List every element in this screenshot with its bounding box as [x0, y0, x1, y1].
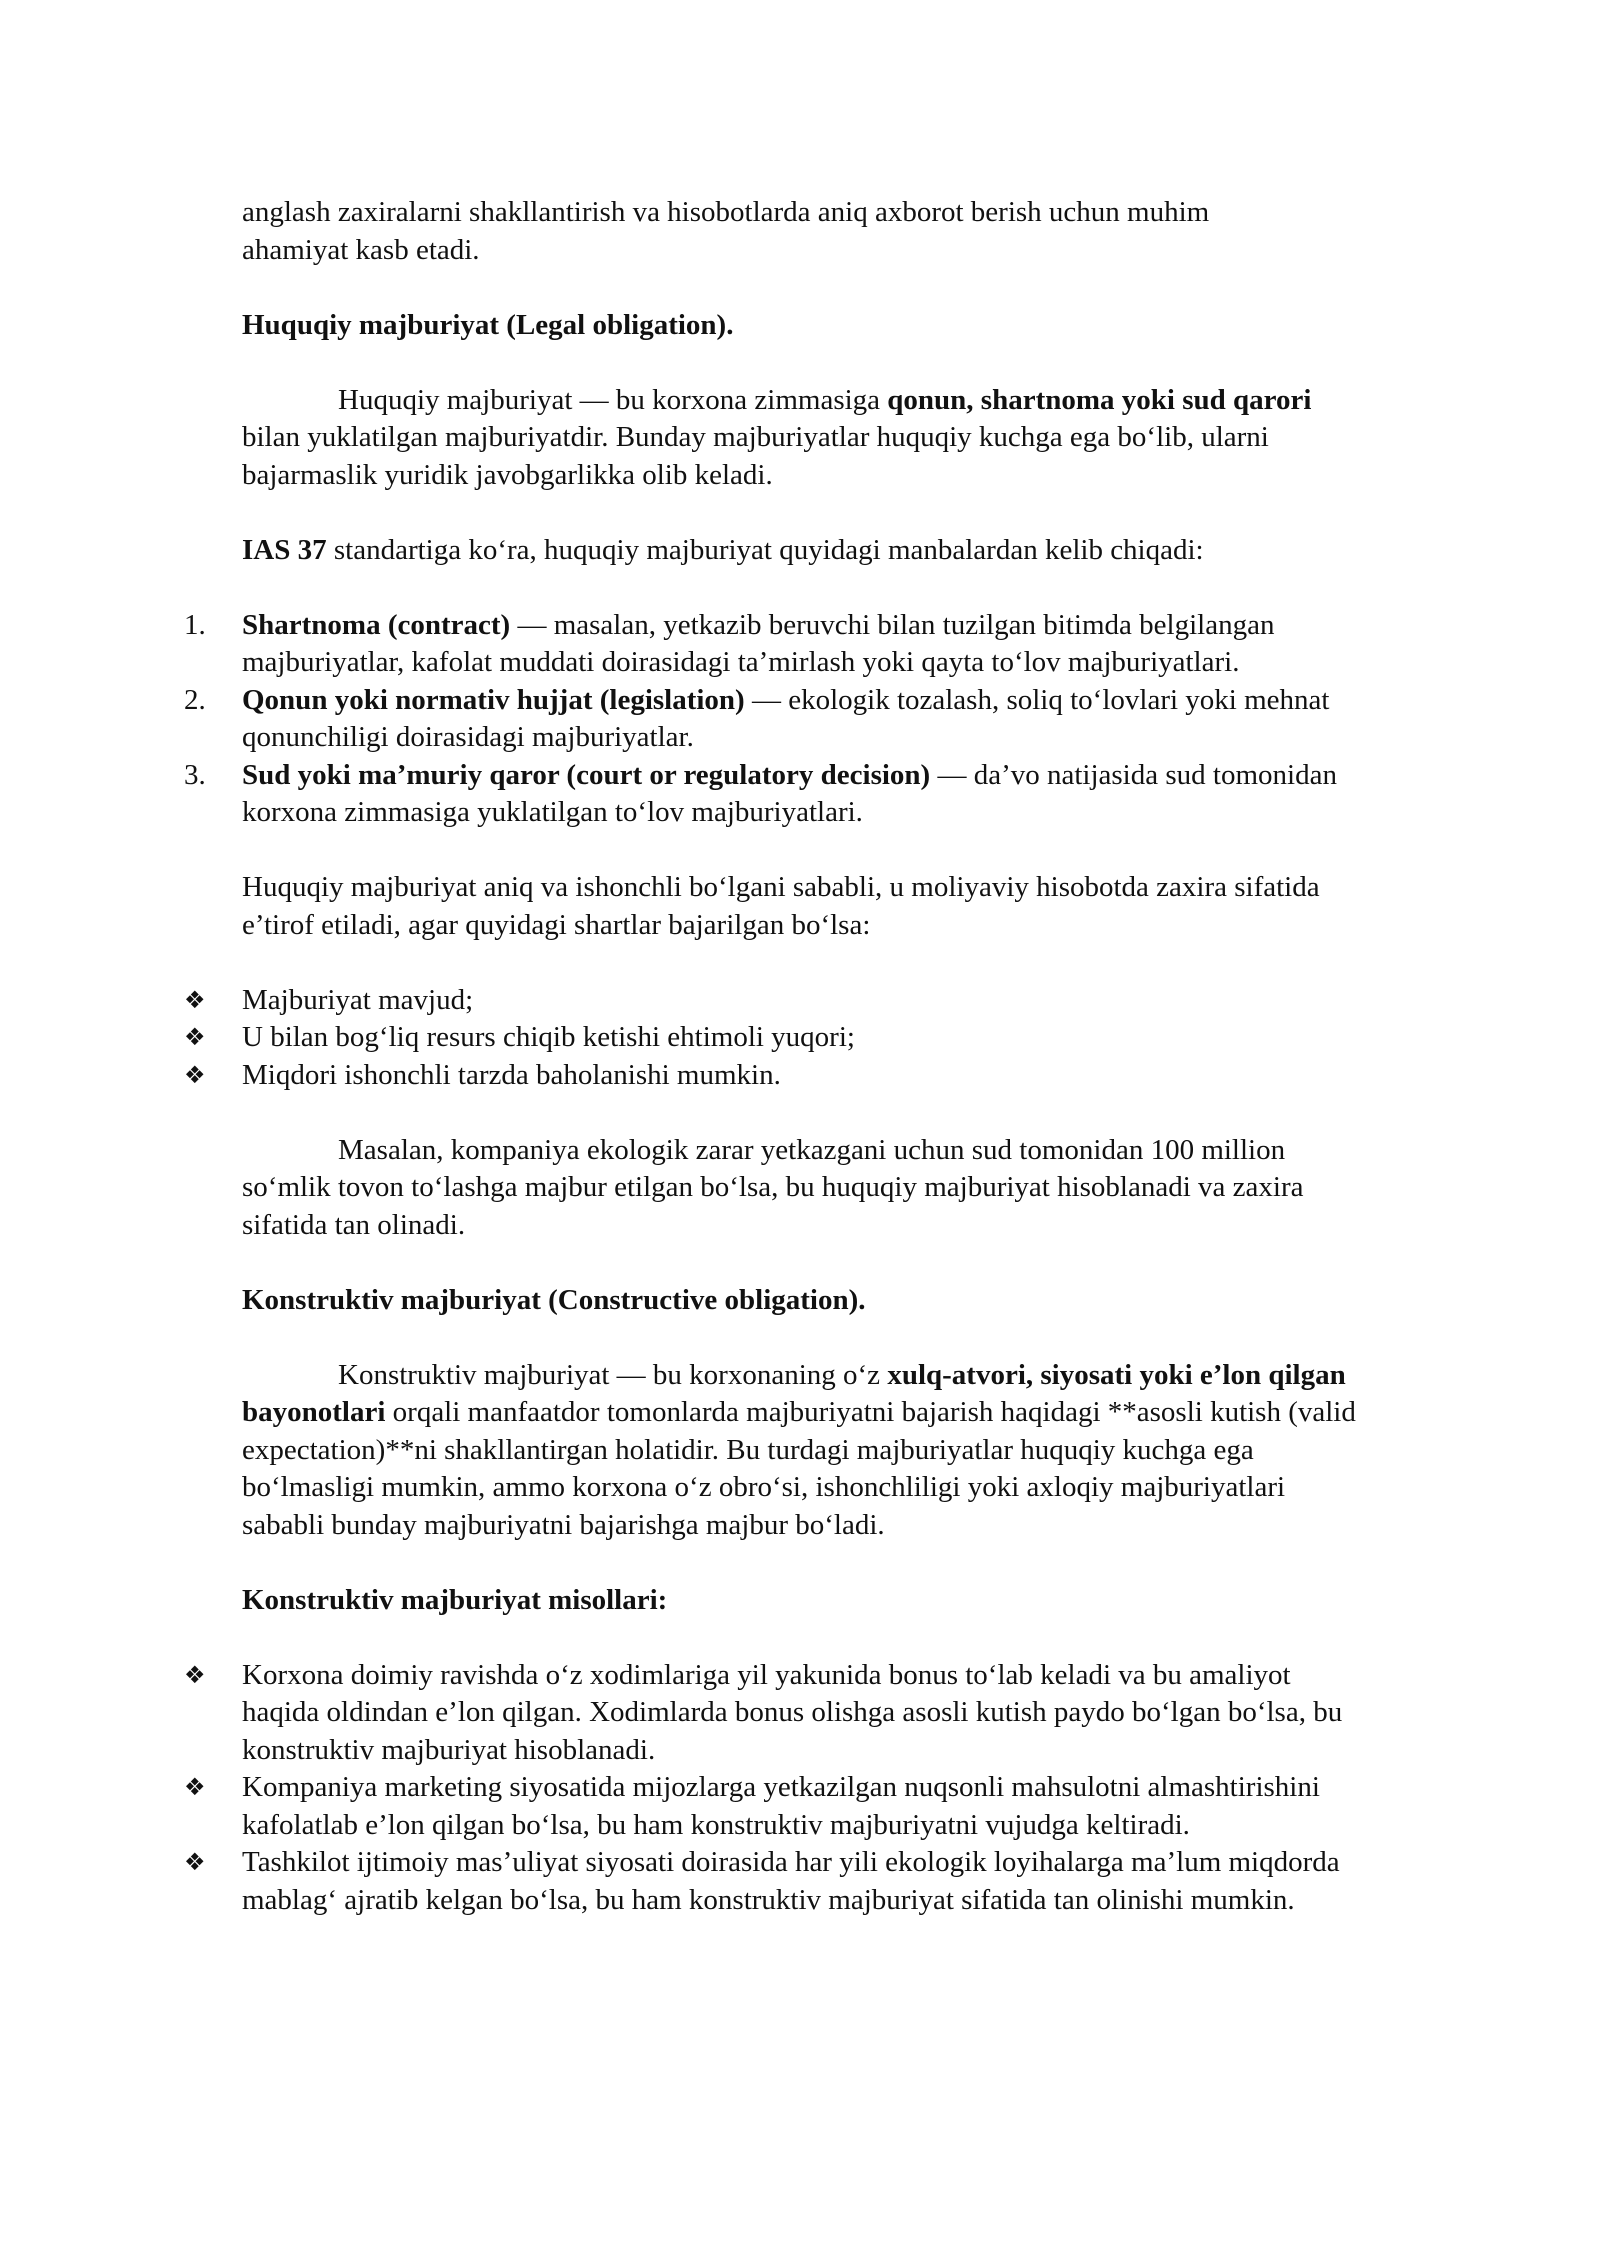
list-item-text: U bilan bog‘liq resurs chiqib ketishi ehtimoli yuqori; — [242, 1021, 855, 1053]
ias37-bold: IAS 37 — [242, 533, 327, 566]
constructive-definition-paragraph — [242, 1357, 1372, 1545]
constructive-obligation-heading: Konstruktiv majburiyat (Constructive obligation). — [242, 1283, 866, 1316]
list-item — [184, 1657, 1372, 1770]
list-item-bold: Shartnoma (contract) — [242, 608, 511, 641]
legal-obligation-heading: Huquqiy majburiyat (Legal obligation). — [242, 308, 734, 341]
legal-definition-paragraph — [242, 382, 1372, 495]
page-content — [184, 194, 1372, 1919]
list-number: 2. — [184, 683, 206, 716]
diamond-bullet-icon: ❖ — [184, 1023, 206, 1051]
intro-paragraph — [242, 194, 1372, 269]
diamond-bullet-icon: ❖ — [184, 1848, 206, 1876]
list-item-text: — ekologik tozalash, soliq to‘lovlari yoki mehnat qonunchiligi doirasidagi majburiyatlar. — [242, 683, 1330, 753]
list-item-bold: Qonun yoki normativ hujjat (legislation) — [242, 683, 745, 716]
constructive-examples-heading: Konstruktiv majburiyat misollari: — [242, 1583, 668, 1616]
constructive-definition-bold: xulq-atvori, siyosati yoki e’lon qilgan bayonotlari — [242, 1358, 1346, 1428]
list-item — [184, 1019, 1372, 1057]
diamond-bullet-icon: ❖ — [184, 985, 206, 1014]
list-item-text: — masalan, yetkazib beruvchi bilan tuzilgan bitimda belgilangan majburiyatlar, kafolat muddati doirasidagi ta’mirlash yoki qayta to‘lov majburiyatlari. — [242, 608, 1275, 678]
intro-line-2: ahamiyat kasb etadi. — [242, 233, 480, 266]
intro-line-1: anglash zaxiralarni shakllantirish va hisobotlarda aniq axborot berish uchun muhim — [242, 196, 1210, 228]
list-item — [184, 607, 1372, 682]
list-item — [184, 1057, 1372, 1095]
list-item-text: Majburiyat mavjud; — [242, 983, 474, 1016]
list-item — [184, 1844, 1372, 1919]
legal-definition-text-2: bilan yuklatilgan majburiyatdir. Bunday majburiyatlar huquqiy kuchga ega bo‘lib, ularni bajarmaslik yuridik javobgarlikka olib keladi. — [242, 421, 1269, 491]
list-item — [184, 682, 1372, 757]
list-item — [184, 1769, 1372, 1844]
list-number: 3. — [184, 758, 206, 791]
legal-sources-list — [184, 607, 1372, 832]
list-item — [184, 982, 1372, 1020]
list-item-text: Korxona doimiy ravishda o‘z xodimlariga yil yakunida bonus to‘lab keladi va bu amaliyot haqida oldindan e’lon qilgan. Xodimlarda bonus olishga asosli kutish paydo bo‘lgan bo‘lsa, bu konstruktiv majburiyat hisoblanadi. — [242, 1658, 1343, 1766]
ias37-paragraph — [242, 532, 1372, 570]
legal-definition-bold: qonun, shartnoma yoki sud qarori — [887, 383, 1312, 416]
diamond-bullet-icon: ❖ — [184, 1773, 206, 1801]
diamond-bullet-icon: ❖ — [184, 1660, 206, 1689]
constructive-examples-list — [184, 1657, 1372, 1920]
constructive-definition-text-2: orqali manfaatdor tomonlarda majburiyatni bajarish haqidagi **asosli kutish (valid expectation)**ni shakllantirgan holatidir. Bu turdagi majburiyatlar huquqiy kuchga ega bo‘lmasligi mumkin, ammo korxona o‘z obro‘si, ishonchliligi yoki axloqiy majburiyatlari sababli bunday majburiyatni bajarishga majbur bo‘ladi. — [242, 1396, 1356, 1541]
ias37-text: standartiga ko‘ra, huquqiy majburiyat quyidagi manbalardan kelib chiqadi: — [326, 533, 1204, 566]
recognition-conditions-list — [184, 982, 1372, 1095]
list-item-text: Miqdori ishonchli tarzda baholanishi mumkin. — [242, 1058, 781, 1091]
list-number: 1. — [184, 608, 206, 641]
legal-example-paragraph: Masalan, kompaniya ekologik zarar yetkazgani uchun sud tomonidan 100 million so‘mlik tovon to‘lashga majbur etilgan bo‘lsa, bu huquqiy majburiyat hisoblanadi va zaxira sifatida tan olinadi. — [242, 1133, 1304, 1241]
list-item-text: — da’vo natijasida sud tomonidan korxona zimmasiga yuklatilgan to‘lov majburiyatlari. — [242, 758, 1337, 828]
diamond-bullet-icon: ❖ — [184, 1060, 206, 1089]
list-item — [184, 757, 1372, 832]
list-item-text: Kompaniya marketing siyosatida mijozlarga yetkazilgan nuqsonli mahsulotni almashtirishini kafolatlab e’lon qilgan bo‘lsa, bu ham konstruktiv majburiyatni vujudga keltiradi. — [242, 1771, 1320, 1841]
legal-definition-text-1: Huquqiy majburiyat — bu korxona zimmasiga — [338, 383, 888, 416]
list-item-text: Tashkilot ijtimoiy mas’uliyat siyosati doirasida har yili ekologik loyihalarga ma’lum miqdorda mablag‘ ajratib kelgan bo‘lsa, bu ham konstruktiv majburiyat sifatida tan olinishi mumkin. — [242, 1846, 1340, 1916]
list-item-bold: Sud yoki ma’muriy qaror (court or regulatory decision) — [242, 758, 931, 791]
constructive-definition-text-1: Konstruktiv majburiyat — bu korxonaning o‘z — [338, 1358, 888, 1391]
recognition-paragraph: Huquqiy majburiyat aniq va ishonchli bo‘lgani sababli, u moliyaviy hisobotda zaxira sifatida e’tirof etiladi, agar quyidagi shartlar bajarilgan bo‘lsa: — [242, 871, 1320, 941]
